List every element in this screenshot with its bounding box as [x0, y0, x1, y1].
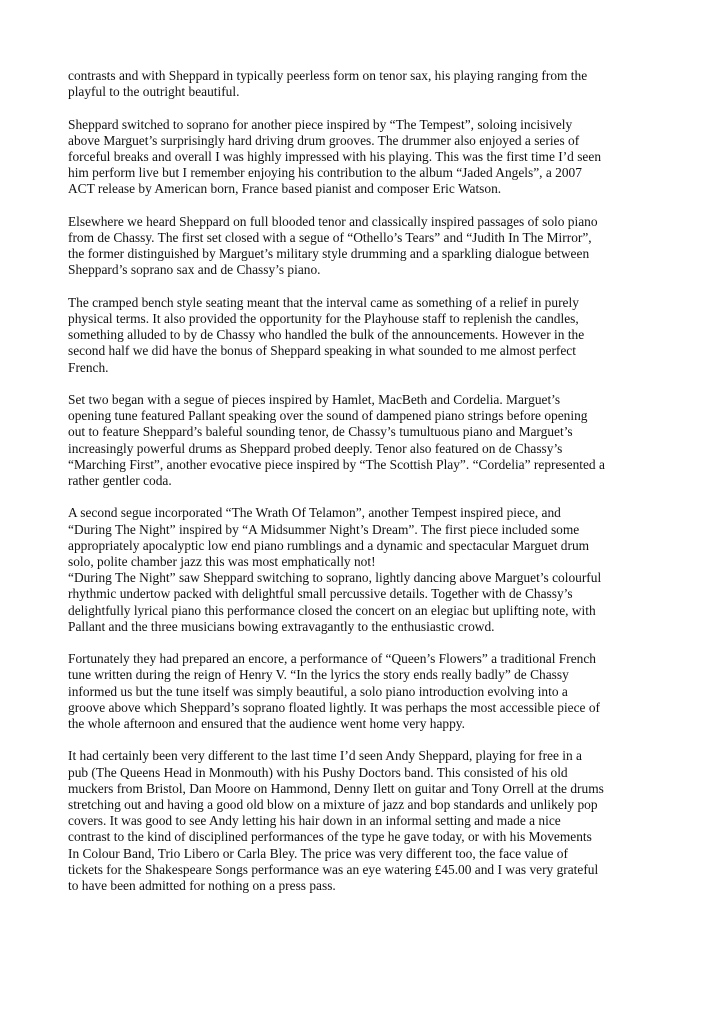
- text-line: tune written during the reign of Henry V. “In the lyrics the story ends really badly” de Chassy: [68, 667, 569, 683]
- paragraph: [68, 117, 658, 198]
- paragraph: [68, 392, 658, 489]
- text-line: The cramped bench style seating meant that the interval came as something of a relief in purely: [68, 294, 579, 310]
- text-line: solo, polite chamber jazz this was most emphatically not!: [68, 554, 376, 570]
- text-line: muckers from Bristol, Dan Moore on Hammond, Denny Ilett on guitar and Tony Orrell at the drums: [68, 780, 604, 796]
- text-line: second half we did have the bonus of Sheppard speaking in what sounded to me almost perfect: [68, 343, 576, 359]
- text-line: “During The Night” saw Sheppard switching to soprano, lightly dancing above Marguet’s colourful: [68, 570, 602, 586]
- text-line: something alluded to by de Chassy who handled the bulk of the announcements. However in the: [68, 327, 585, 343]
- text-line: “During The Night” inspired by “A Midsummer Night’s Dream”. The first piece included some: [68, 521, 580, 537]
- text-line: In Colour Band, Trio Libero or Carla Bley. The price was very different too, the face value of: [68, 845, 568, 861]
- text-line: rather gentler coda.: [68, 473, 172, 489]
- text-line: him perform live but I remember enjoying his contribution to the album “Jaded Angels”, a 2007: [68, 165, 582, 181]
- text-line: covers. It was good to see Andy letting his hair down in an informal setting and made a nice: [68, 813, 561, 829]
- text-line: stretching out and having a good old blow on a mixture of jazz and bop standards and unlikely pop: [68, 797, 598, 813]
- paragraph: [68, 68, 658, 100]
- text-line: to have been admitted for nothing on a press pass.: [68, 878, 336, 894]
- text-line: delightfully lyrical piano this performance closed the concert on an elegiac but uplifting note, with: [68, 602, 596, 618]
- text-line: contrast to the kind of disciplined performances of the type he gave today, or with his Movements: [68, 829, 592, 845]
- text-line: A second segue incorporated “The Wrath Of Telamon”, another Tempest inspired piece, and: [68, 505, 561, 521]
- text-line: groove above which Sheppard’s soprano floated lightly. It was perhaps the most accessible piece of: [68, 699, 600, 715]
- text-line: rhythmic undertow packed with delightful small percussive details. Together with de Chassy’s: [68, 586, 573, 602]
- paragraph: [68, 748, 658, 894]
- text-line: Sheppard switched to soprano for another piece inspired by “The Tempest”, soloing incisively: [68, 116, 573, 132]
- text-line: It had certainly been very different to the last time I’d seen Andy Sheppard, playing for free in a: [68, 748, 582, 764]
- text-line: contrasts and with Sheppard in typically peerless form on tenor sax, his playing ranging from the: [68, 68, 588, 83]
- text-line: physical terms. It also provided the opportunity for the Playhouse staff to replenish the candles,: [68, 311, 579, 326]
- paragraph: [68, 214, 658, 279]
- text-line: above Marguet’s surprisingly hard driving drum grooves. The drummer also enjoyed a series of: [68, 132, 580, 148]
- text-line: forceful breaks and overall I was highly impressed with his playing. This was the first time I’d seen: [68, 149, 602, 164]
- document-page: [68, 68, 658, 910]
- text-line: opening tune featured Pallant speaking over the sound of dampened piano strings before opening: [68, 408, 588, 424]
- text-line: Fortunately they had prepared an encore, a performance of “Queen’s Flowers” a traditional French: [68, 651, 596, 667]
- text-line: the whole afternoon and ensured that the audience went home very happy.: [68, 716, 465, 732]
- text-line: pub (The Queens Head in Monmouth) with his Pushy Doctors band. This consisted of his old: [68, 764, 568, 780]
- text-line: appropriately apocalyptic low end piano rumblings and a dynamic and spectacular Marguet drum: [68, 537, 590, 553]
- text-line: Elsewhere we heard Sheppard on full blooded tenor and classically inspired passages of solo piano: [68, 213, 598, 229]
- text-line: Pallant and the three musicians bowing extravagantly to the enthusiastic crowd.: [68, 618, 495, 634]
- text-line: “Marching First”, another evocative piece inspired by “The Scottish Play”. “Cordelia” represented a: [68, 456, 605, 472]
- text-line: playful to the outright beautiful.: [68, 84, 240, 100]
- text-line: ACT release by American born, France based pianist and composer Eric Watson.: [68, 181, 502, 197]
- paragraph: [68, 651, 658, 732]
- text-line: tickets for the Shakespeare Songs performance was an eye watering £45.00 and I was very grateful: [68, 861, 599, 877]
- paragraph: [68, 505, 658, 635]
- text-line: the former distinguished by Marguet’s military style drumming and a sparkling dialogue between: [68, 246, 590, 262]
- text-line: Set two began with a segue of pieces inspired by Hamlet, MacBeth and Cordelia. Marguet’s: [68, 392, 561, 407]
- text-line: Sheppard’s soprano sax and de Chassy’s piano.: [68, 262, 321, 278]
- text-line: out to feature Sheppard’s baleful sounding tenor, de Chassy’s tumultuous piano and Marguet’s: [68, 424, 573, 440]
- text-line: French.: [68, 359, 109, 375]
- text-line: increasingly powerful drums as Sheppard probed deeply. Tenor also featured on de Chassy’s: [68, 440, 563, 456]
- paragraph: [68, 295, 658, 376]
- text-line: from de Chassy. The first set closed with a segue of “Othello’s Tears” and “Judith In The Mirror”,: [68, 230, 592, 245]
- text-line: informed us but the tune itself was simply beautiful, a solo piano introduction evolving into a: [68, 683, 568, 699]
